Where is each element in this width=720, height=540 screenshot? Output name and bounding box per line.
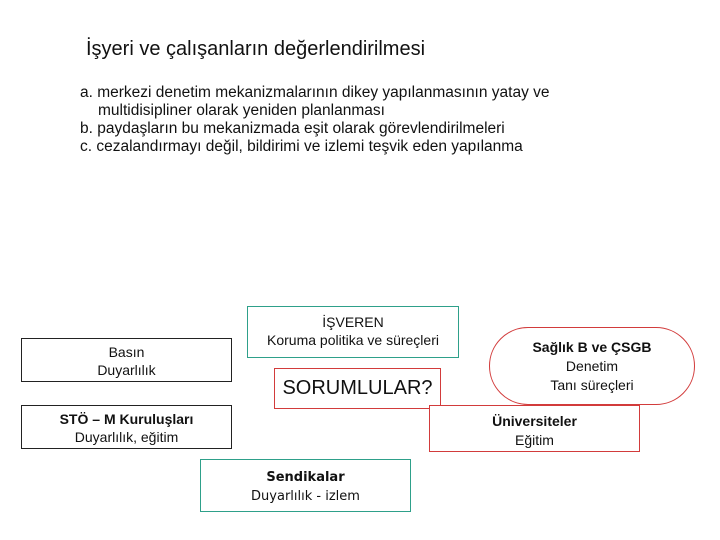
basin-subtitle: Duyarlılık	[97, 362, 156, 378]
point-a-line1: a. merkezi denetim mekanizmalarının dikey yapılanmasının yatay ve	[80, 84, 550, 101]
sendikalar-title: Sendikalar	[266, 470, 345, 485]
page-title: İşyeri ve çalışanların değerlendirilmesi	[86, 38, 426, 60]
saglik-sub2: Tanı süreçleri	[550, 377, 634, 393]
universiteler-box	[429, 405, 640, 452]
saglik-title: Sağlık B ve ÇSGB	[532, 339, 652, 355]
saglik-box	[489, 327, 695, 405]
sto-box	[21, 405, 232, 449]
sto-subtitle: Duyarlılık, eğitim	[74, 429, 179, 445]
isveren-title: İŞVEREN	[322, 314, 384, 330]
point-c: c. cezalandırmayı değil, bildirimi ve izlemi teşvik eden yapılanma	[80, 138, 523, 155]
sendikalar-box	[200, 459, 411, 512]
basin-box	[21, 338, 232, 382]
isveren-subtitle: Koruma politika ve süreçleri	[267, 332, 439, 348]
point-b: b. paydaşların bu mekanizmada eşit olarak görevlendirilmeleri	[80, 120, 505, 137]
basin-title: Basın	[108, 344, 145, 360]
sto-title: STÖ – M Kuruluşları	[59, 411, 194, 427]
universiteler-title: Üniversiteler	[492, 413, 577, 429]
saglik-sub1: Denetim	[565, 358, 619, 374]
points-list	[80, 84, 680, 156]
sorumlular-box: SORUMLULAR?	[274, 368, 441, 409]
universiteler-subtitle: Eğitim	[515, 432, 554, 448]
point-a-line2: multidisipliner olarak yeniden planlanması	[98, 102, 385, 119]
sendikalar-subtitle: Duyarlılık - izlem	[251, 489, 360, 504]
isveren-box	[247, 306, 459, 358]
